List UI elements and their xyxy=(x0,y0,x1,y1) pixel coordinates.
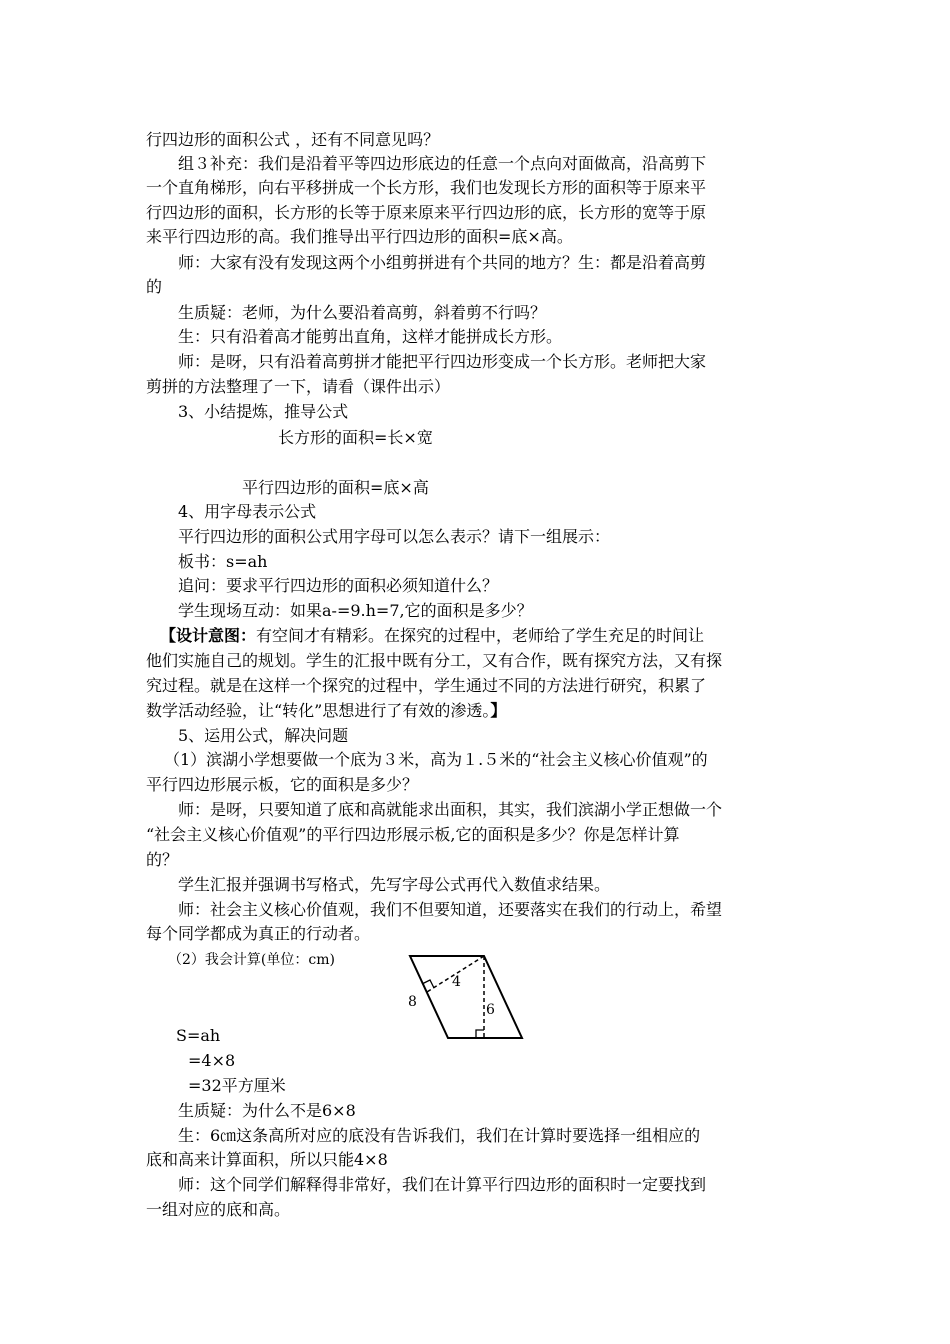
text-line: 生质疑：老师，为什么要沿着高剪，斜着剪不行吗？ xyxy=(178,303,547,322)
text-line: 的？ xyxy=(146,850,179,869)
text-line: 底和高来计算面积，所以只能4×8 xyxy=(146,1150,388,1169)
right-angle-mark xyxy=(476,1030,484,1038)
text-line: 学生汇报并强调书写格式，先写字母公式再代入数值求结果。 xyxy=(178,875,611,894)
text-line: 生：只有沿着高才能剪出直角，这样才能拼成长方形。 xyxy=(178,327,563,346)
text-line: 剪拼的方法整理了一下，请看（课件出示） xyxy=(146,377,451,396)
height-label: 6 xyxy=(486,1002,495,1018)
equation-line: =4×8 xyxy=(188,1051,236,1070)
text-line: 师：是呀，只有沿着高剪拼才能把平行四边形变成一个长方形。老师把大家 xyxy=(178,352,707,371)
parallelogram-figure xyxy=(400,948,530,1048)
text-line: 来平行四边形的高。我们推导出平行四边形的面积=底×高。 xyxy=(146,227,573,246)
equation-line: =32平方厘米 xyxy=(188,1076,286,1095)
text-line: 行四边形的面积，长方形的长等于原来原来平行四边形的底，长方形的宽等于原 xyxy=(146,203,707,222)
text-line: 一个直角梯形，向右平移拼成一个长方形，我们也发现长方形的面积等于原来平 xyxy=(146,178,707,197)
design-intent-end-line xyxy=(146,699,506,723)
design-intent-text: 有空间才有精彩。在探究的过程中，老师给了学生充足的时间让 xyxy=(256,626,705,645)
text-line: 究过程。就是在这样一个探究的过程中，学生通过不同的方法进行研究，积累了 xyxy=(146,676,707,695)
text-line: 一组对应的底和高。 xyxy=(146,1200,291,1219)
text-line: 平行四边形展示板，它的面积是多少？ xyxy=(146,775,419,794)
design-intent-close: 】 xyxy=(490,701,507,720)
text-line: 每个同学都成为真正的行动者。 xyxy=(146,924,371,943)
design-intent-label: 【设计意图： xyxy=(160,626,257,645)
text-line: 行四边形的面积公式 ，还有不同意见吗？ xyxy=(146,130,440,149)
height-label: 4 xyxy=(452,974,461,990)
equation-line: S=ah xyxy=(176,1026,221,1045)
text-line: 师：大家有没有发现这两个小组剪拼进有个共同的地方？生：都是沿着高剪 xyxy=(178,253,707,272)
formula-rectangle: 长方形的面积=长×宽 xyxy=(278,428,433,447)
text-line: 平行四边形的面积公式用字母可以怎么表示？请下一组展示： xyxy=(178,527,611,546)
section-heading: 5、运用公式，解决问题 xyxy=(178,726,349,745)
text-line: 的 xyxy=(146,277,163,296)
text-line: “社会主义核心价值观”的平行四边形展示板,它的面积是多少？你是怎样计算 xyxy=(146,825,680,844)
parallelogram-shape xyxy=(410,956,522,1038)
text-line: 师：这个同学们解释得非常好，我们在计算平行四边形的面积时一定要找到 xyxy=(178,1175,707,1194)
formula-parallelogram: 平行四边形的面积=底×高 xyxy=(242,478,429,497)
text-line: （1）滨湖小学想要做一个底为３米，高为１.５米的“社会主义核心价值观”的 xyxy=(164,750,708,769)
section-heading: 3、小结提炼，推导公式 xyxy=(178,402,349,421)
design-intent-line xyxy=(160,624,704,648)
text-line: 师：是呀，只要知道了底和高就能求出面积，其实，我们滨湖小学正想做一个 xyxy=(178,800,723,819)
text-line: 他们实施自己的规划。学生的汇报中既有分工，又有合作，既有探究方法，又有探 xyxy=(146,651,723,670)
text-line: 追问：要求平行四边形的面积必须知道什么？ xyxy=(178,576,499,595)
text-line: 师：社会主义核心价值观，我们不但要知道，还要落实在我们的行动上，希望 xyxy=(178,900,723,919)
section-heading: 4、用字母表示公式 xyxy=(178,502,317,521)
design-intent-text: 数学活动经验，让“转化”思想进行了有效的渗透。 xyxy=(146,701,491,720)
text-line: 板书：s=ah xyxy=(178,552,268,571)
text-line: 生：6㎝这条高所对应的底没有告诉我们，我们在计算时要选择一组相应的 xyxy=(178,1126,701,1145)
text-line: 组３补充：我们是沿着平等四边形底边的任意一个点向对面做高，沿高剪下 xyxy=(178,154,707,173)
side-label: 8 xyxy=(408,994,417,1010)
text-line: 学生现场互动：如果a-=9.h=7,它的面积是多少？ xyxy=(178,601,533,620)
subsection-heading: （2）我会计算(单位：cm) xyxy=(168,952,335,968)
text-line: 生质疑：为什么不是6×8 xyxy=(178,1101,356,1120)
